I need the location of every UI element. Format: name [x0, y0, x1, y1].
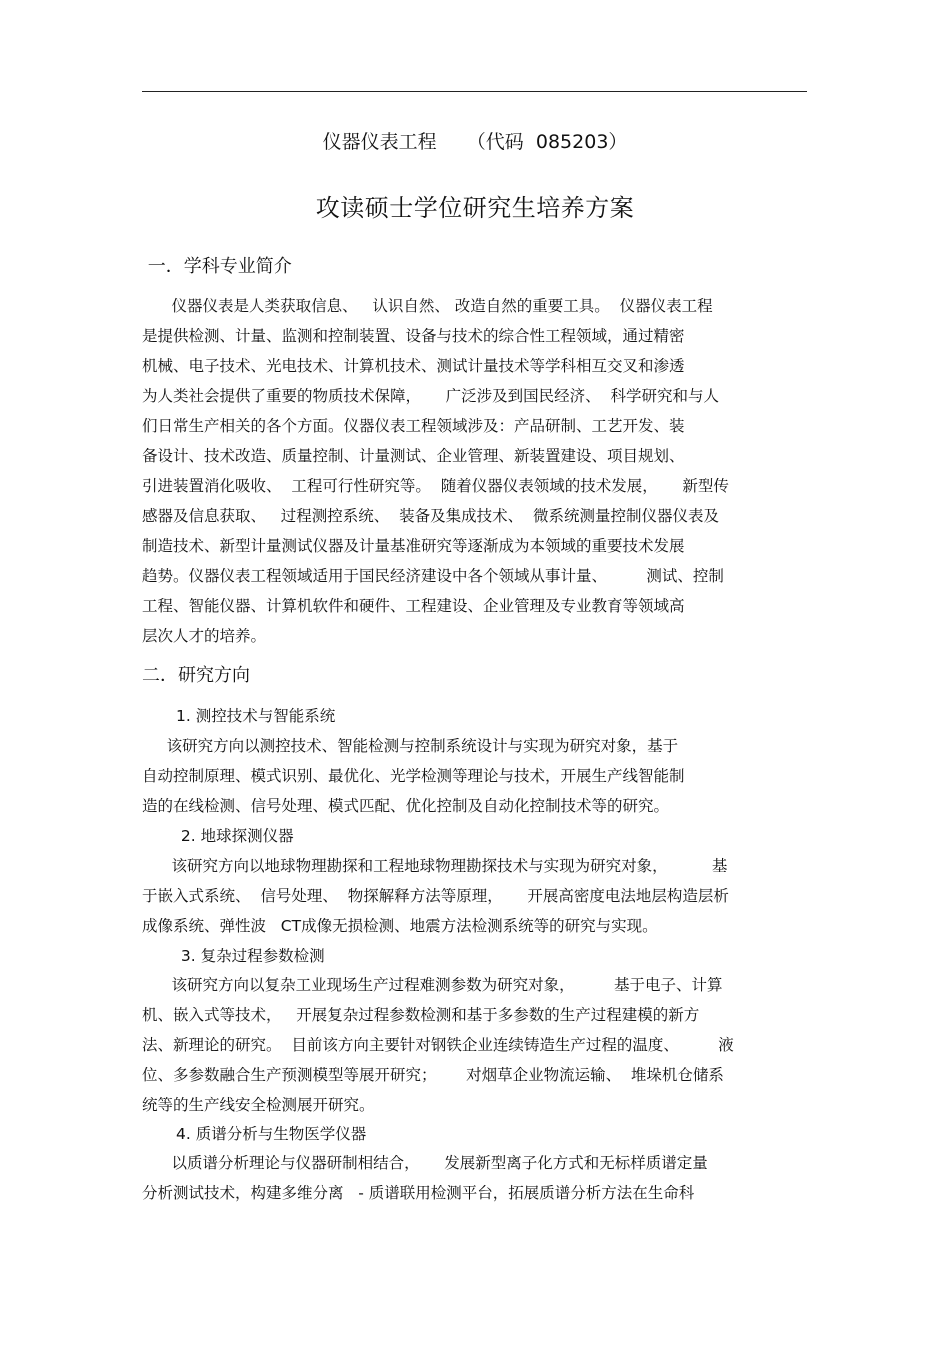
text-line: 备设计、技术改造、质量控制、计量测试、企业管理、新装置建设、项目规划、 [142, 447, 685, 465]
text-line: 引进装置消化吸收、 工程可行性研究等。 随着仪器仪表领域的技术发展， 新型传 [142, 477, 729, 495]
text-line: 以质谱分析理论与仪器研制相结合， 发展新型离子化方式和无标样质谱定量 [142, 1154, 708, 1172]
section-1-body [142, 291, 812, 651]
text-line: 制造技术、新型计量测试仪器及计量基准研究等逐渐成为本领域的重要技术发展 [142, 537, 685, 555]
direction-4-body [142, 1148, 812, 1208]
text-line: 该研究方向以测控技术、智能检测与控制系统设计与实现为研究对象，基于 [142, 737, 679, 755]
text-line: 该研究方向以地球物理勘探和工程地球物理勘探技术与实现为研究对象， 基 [142, 857, 728, 875]
text-line: 机、嵌入式等技术， 开展复杂过程参数检测和基于多参数的生产过程建模的新方 [142, 1006, 700, 1024]
text-line: 法、新理论的研究。 目前该方向主要针对钢铁企业连续铸造生产过程的温度、 液 [142, 1036, 734, 1054]
text-line: 层次人才的培养。 [142, 627, 267, 645]
direction-1-body [142, 731, 812, 821]
program-title: 仪器仪表工程 （代码 085203） [322, 131, 628, 153]
text-line: 于嵌入式系统、 信号处理、 物探解释方法等原理， 开展高密度电法地层构造层析 [142, 887, 729, 905]
text-line: 分析测试技术，构建多维分离 - 质谱联用检测平台，拓展质谱分析方法在生命科 [142, 1184, 695, 1202]
text-line: 感器及信息获取、 过程测控系统、 装备及集成技术、 微系统测量控制仪器仪表及 [142, 507, 719, 525]
direction-2-title: 2. 地球探测仪器 [176, 827, 294, 845]
text-line: 位、多参数融合生产预测模型等展开研究； 对烟草企业物流运输、 堆垛机仓储系 [142, 1066, 724, 1084]
text-line: 造的在线检测、信号处理、模式匹配、优化控制及自动化控制技术等的研究。 [142, 797, 670, 815]
text-line: 工程、智能仪器、计算机软件和硬件、工程建设、企业管理及专业教育等领域高 [142, 597, 685, 615]
text-line: 是提供检测、计量、监测和控制装置、设备与技术的综合性工程领域，通过精密 [142, 327, 685, 345]
text-line: 成像系统、弹性波 CT成像无损检测、地震方法检测系统等的研究与实现。 [142, 917, 658, 935]
section-2-heading: 二．研究方向 [142, 665, 250, 686]
top-rule [142, 91, 807, 92]
direction-4-title: 4. 质谱分析与生物医学仪器 [176, 1125, 367, 1143]
text-line: 自动控制原理、模式识别、最优化、光学检测等理论与技术，开展生产线智能制 [142, 767, 685, 785]
direction-3-title: 3. 复杂过程参数检测 [176, 947, 325, 965]
text-line: 该研究方向以复杂工业现场生产过程难测参数为研究对象， 基于电子、计算 [142, 976, 723, 994]
direction-1-title: 1. 测控技术与智能系统 [176, 707, 336, 725]
section-1-heading: 一．学科专业简介 [142, 256, 292, 277]
direction-2-body [142, 851, 812, 941]
plan-title: 攻读硕士学位研究生培养方案 [315, 194, 635, 222]
text-line: 统等的生产线安全检测展开研究。 [142, 1096, 375, 1114]
direction-3-body [142, 970, 812, 1120]
text-line: 趋势。仪器仪表工程领域适用于国民经济建设中各个领域从事计量、 测试、控制 [142, 567, 724, 585]
text-line: 们日常生产相关的各个方面。仪器仪表工程领域涉及：产品研制、工艺开发、装 [142, 417, 685, 435]
text-line: 仪器仪表是人类获取信息、 认识自然、 改造自然的重要工具。 仪器仪表工程 [142, 297, 713, 315]
text-line: 机械、电子技术、光电技术、计算机技术、测试计量技术等学科相互交叉和渗透 [142, 357, 685, 375]
text-line: 为人类社会提供了重要的物质技术保障， 广泛涉及到国民经济、 科学研究和与人 [142, 387, 719, 405]
